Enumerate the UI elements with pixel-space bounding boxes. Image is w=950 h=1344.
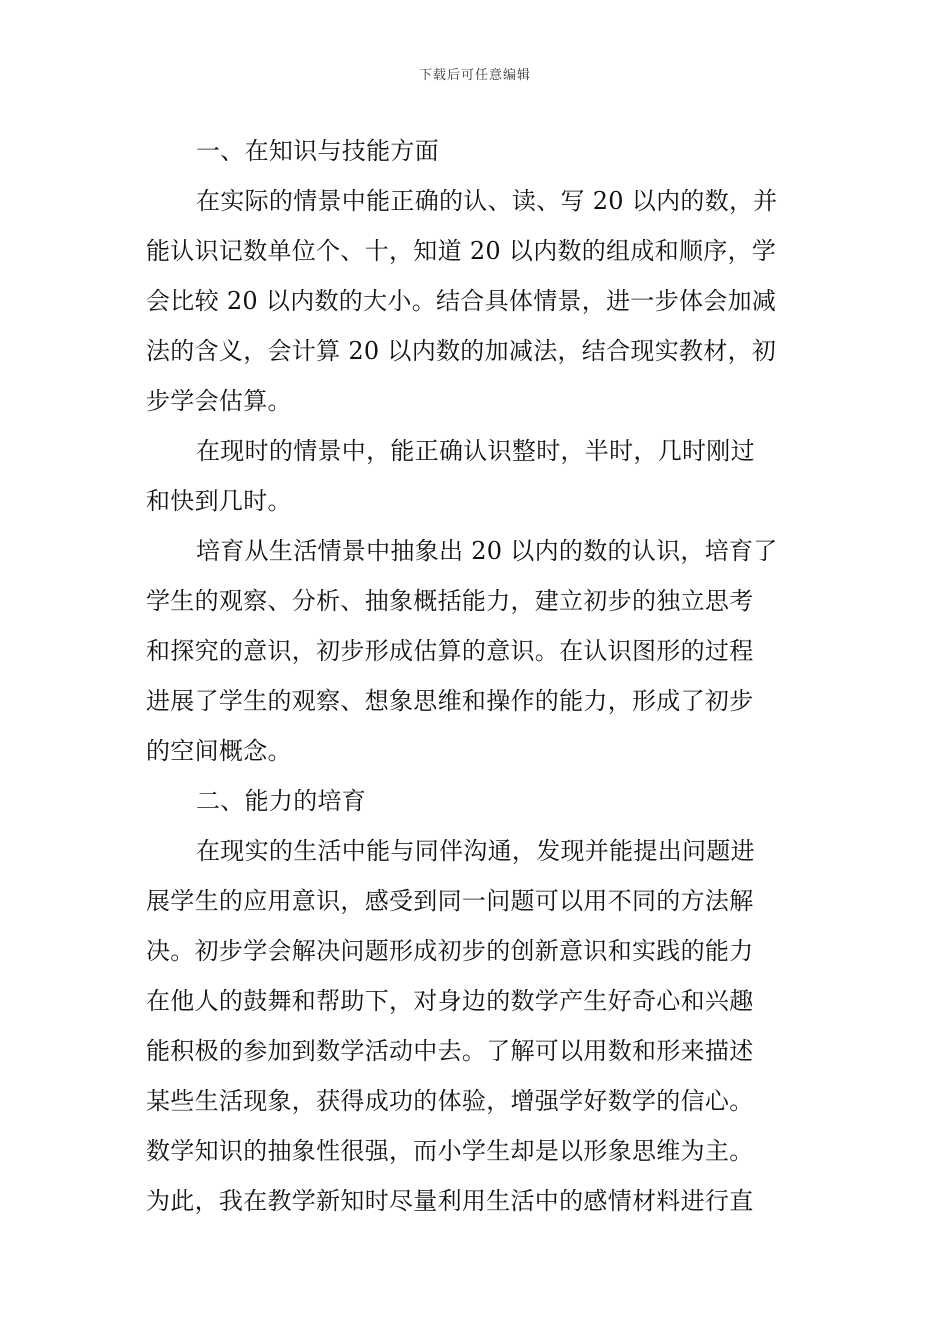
text-line: 会比较 20 以内数的大小。结合具体情景，进一步体会加减 — [146, 287, 777, 315]
text-line: 的空间概念。 — [146, 737, 292, 765]
text-line: 学生的观察、分析、抽象概括能力，建立初步的独立思考 — [146, 587, 754, 615]
text-line: 在现实的生活中能与同伴沟通，发现并能提出问题进 — [196, 837, 755, 865]
text-line: 和探究的意识，初步形成估算的意识。在认识图形的过程 — [146, 637, 754, 665]
text-line: 能认识记数单位个、十，知道 20 以内数的组成和顺序，学 — [146, 237, 777, 265]
text-line: 某些生活现象，获得成功的体验，增强学好数学的信心。 — [146, 1087, 754, 1115]
text-line: 一、在知识与技能方面 — [196, 137, 439, 165]
text-line: 和快到几时。 — [146, 487, 292, 515]
text-line: 为此，我在教学新知时尽量利用生活中的感情材料进行直 — [146, 1187, 754, 1215]
text-line: 进展了学生的观察、想象思维和操作的能力，形成了初步 — [146, 687, 754, 715]
text-line: 二、能力的培育 — [196, 787, 367, 815]
text-line: 步学会估算。 — [146, 387, 292, 415]
text-line: 在现时的情景中，能正确认识整时，半时，几时刚过 — [196, 437, 755, 465]
text-line: 在实际的情景中能正确的认、读、写 20 以内的数，并 — [196, 187, 778, 215]
text-line: 法的含义，会计算 20 以内数的加减法，结合现实教材，初 — [146, 337, 777, 365]
text-line: 在他人的鼓舞和帮助下，对身边的数学产生好奇心和兴趣 — [146, 987, 754, 1015]
text-line: 数学知识的抽象性很强，而小学生却是以形象思维为主。 — [146, 1137, 754, 1165]
text-line: 展学生的应用意识，感受到同一问题可以用不同的方法解 — [146, 887, 754, 915]
text-line: 能积极的参加到数学活动中去。了解可以用数和形来描述 — [146, 1037, 754, 1065]
document-body — [146, 126, 808, 1226]
text-line: 培育从生活情景中抽象出 20 以内的数的认识，培育了 — [196, 537, 778, 565]
page-header: 下载后可任意编辑 — [418, 68, 531, 83]
text-line: 决。初步学会解决问题形成初步的创新意识和实践的能力 — [146, 937, 754, 965]
